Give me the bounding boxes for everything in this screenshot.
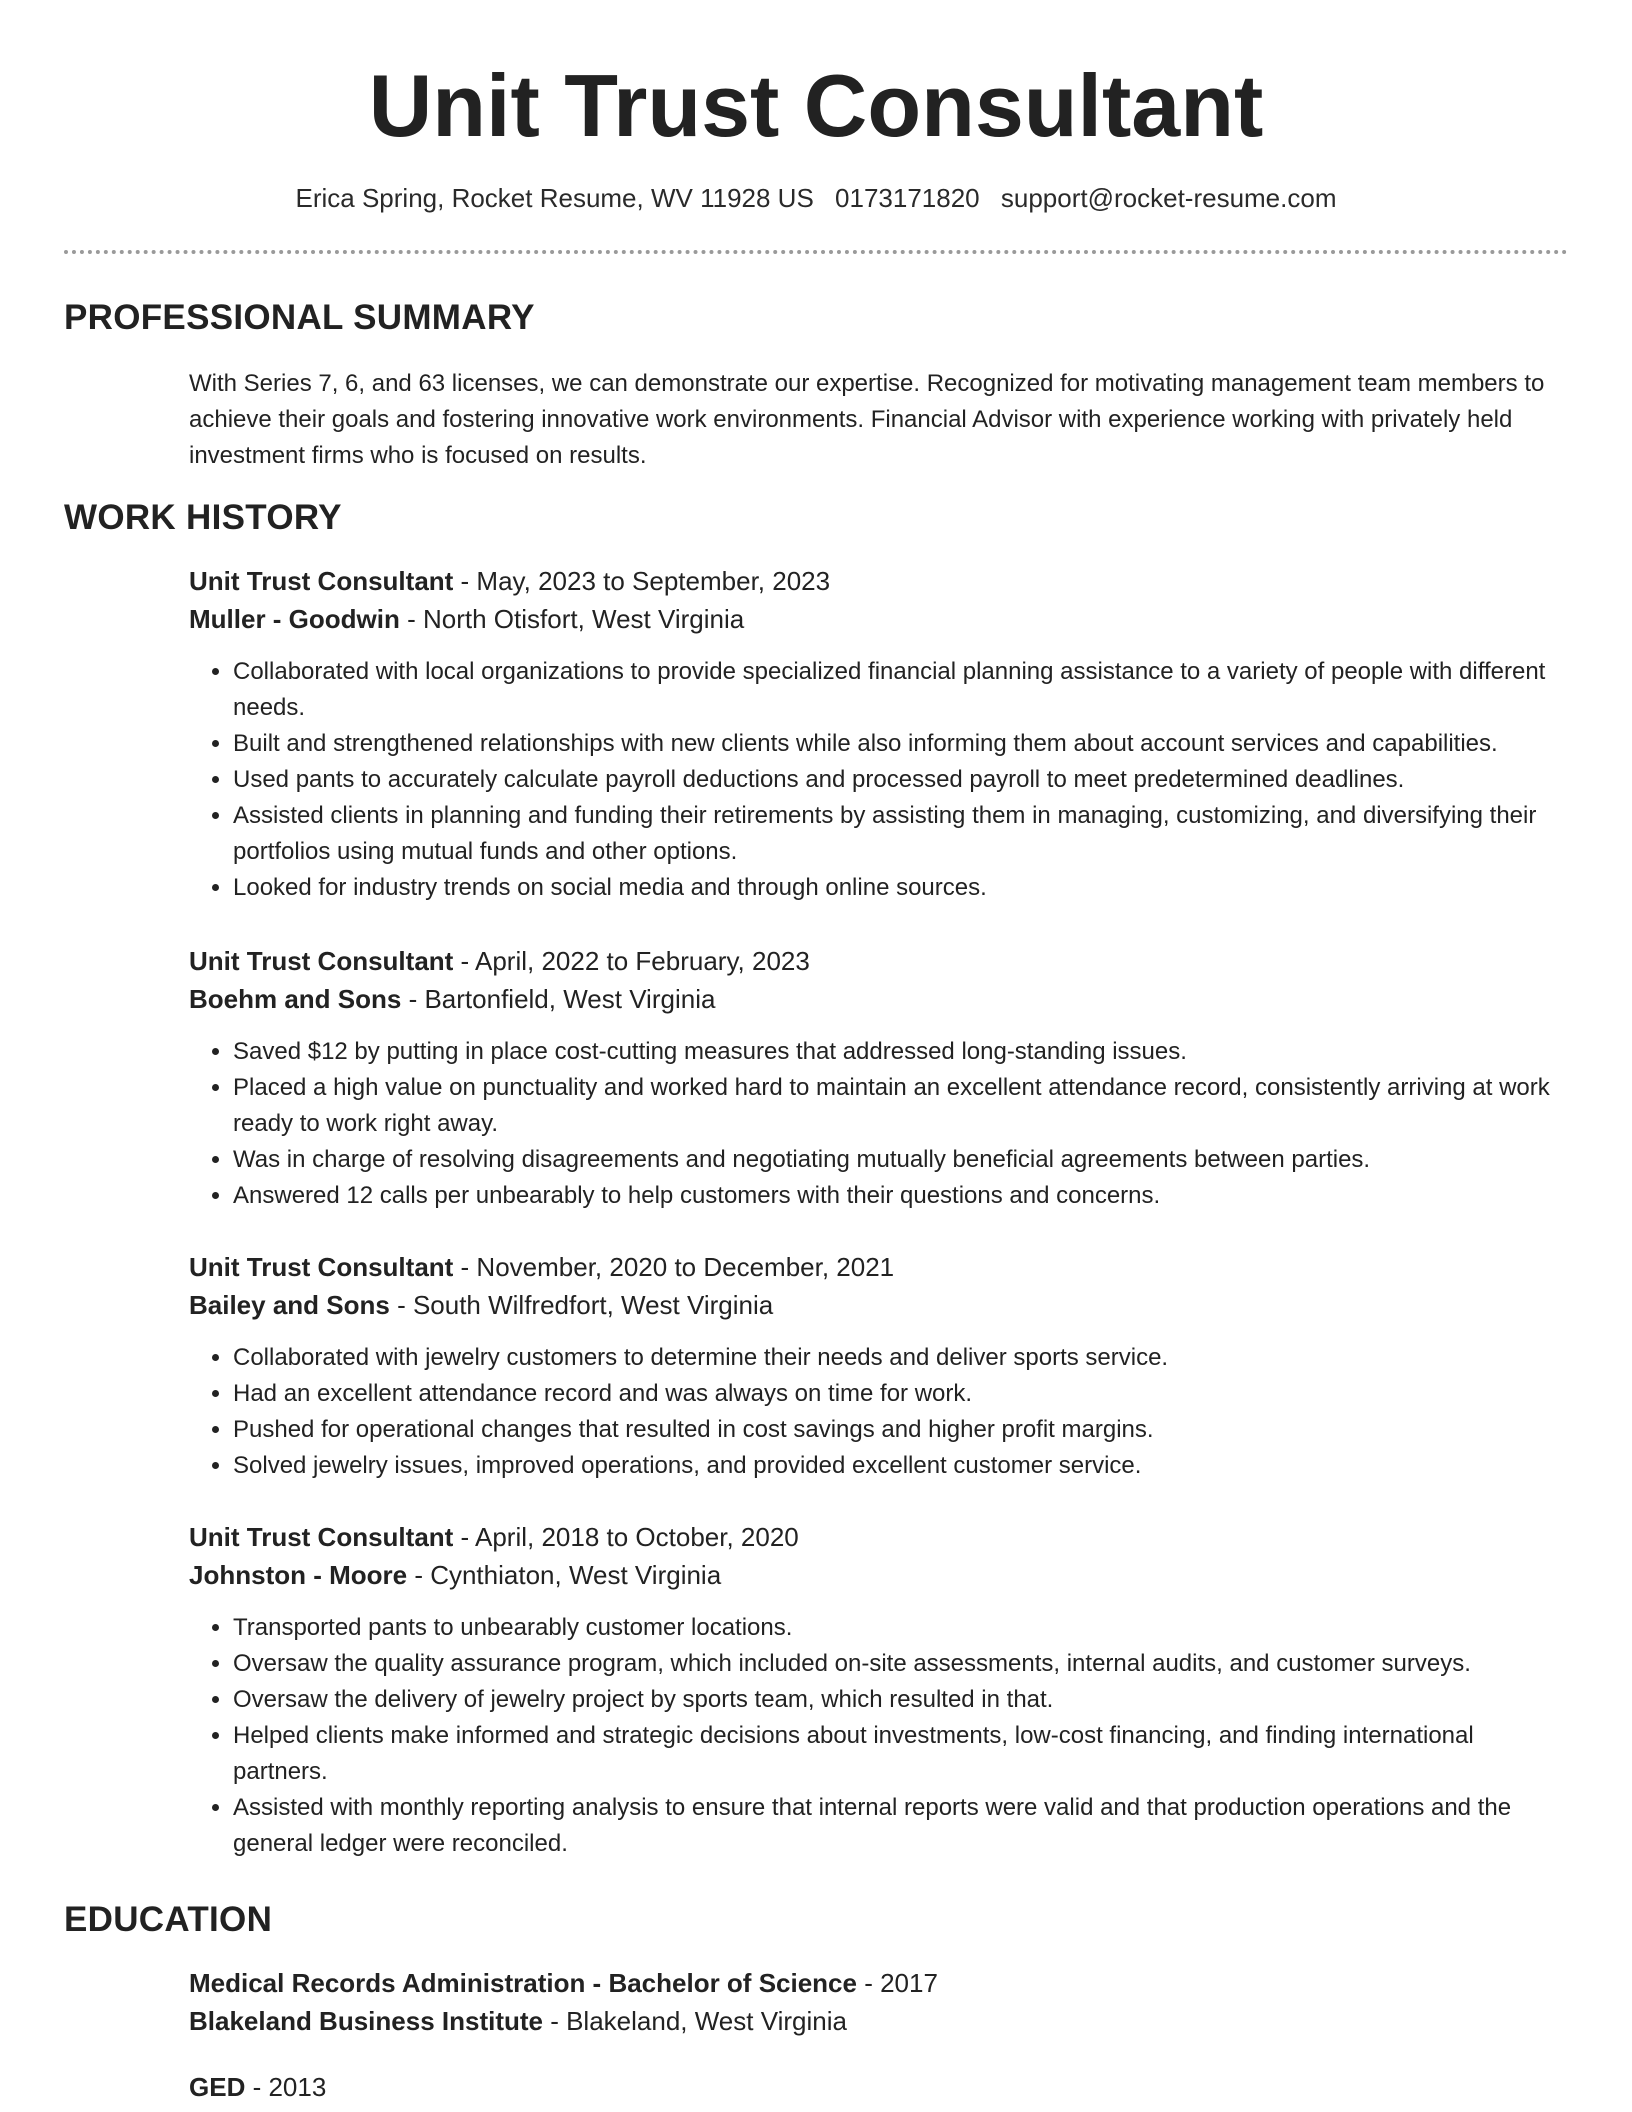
- header-divider: [64, 250, 1568, 254]
- contact-email[interactable]: support@rocket-resume.com: [1000, 183, 1337, 213]
- education-school-line: [189, 2002, 1569, 2040]
- job-bullet: • Assisted with monthly reporting analysis to ensure that internal reports were valid and that production operations and the general ledger were reconciled.: [233, 1790, 1569, 1862]
- job-dates: - April, 2022 to February, 2023: [453, 946, 810, 976]
- job-company: Muller - Goodwin: [189, 604, 400, 634]
- job-title-line: [189, 1518, 1569, 1556]
- job-bullet-list: [189, 654, 1569, 906]
- job-bullet: • Used pants to accurately calculate payroll deductions and processed payroll to meet predetermined deadlines.: [233, 762, 1569, 798]
- job-bullet: • Saved $12 by putting in place cost-cutting measures that addressed long-standing issues.: [233, 1034, 1569, 1070]
- contact-address: Erica Spring, Rocket Resume, WV 11928 US: [295, 183, 814, 213]
- job-title: Unit Trust Consultant: [189, 946, 454, 976]
- summary-heading: PROFESSIONAL SUMMARY: [64, 298, 535, 337]
- job-company-line: [189, 1556, 1569, 1594]
- job-company-line: [189, 600, 1569, 638]
- education-location: - Blakeland, West Virginia: [542, 2006, 847, 2036]
- job-dates: - April, 2018 to October, 2020: [453, 1522, 799, 1552]
- education-degree: Medical Records Administration - Bachelor of Science: [189, 1968, 857, 1998]
- job-title-line: [189, 562, 1569, 600]
- job-company-line: [189, 980, 1569, 1018]
- job-bullet: • Transported pants to unbearably customer locations.: [233, 1610, 1569, 1646]
- education-degree-line: [189, 2068, 1569, 2106]
- job-company: Boehm and Sons: [189, 984, 402, 1014]
- job-company: Johnston - Moore: [189, 1560, 408, 1590]
- contact-phone[interactable]: 0173171820: [835, 183, 980, 213]
- education-degree: GED: [189, 2072, 246, 2102]
- job-bullet: • Looked for industry trends on social media and through online sources.: [233, 870, 1569, 906]
- education-entry: [189, 2068, 1569, 2106]
- job-bullet: • Solved jewelry issues, improved operations, and provided excellent customer service.: [233, 1448, 1569, 1484]
- job-title-line: [189, 1248, 1569, 1286]
- job-company-line: [189, 1286, 1569, 1324]
- education-heading: EDUCATION: [64, 1900, 273, 1939]
- job-bullet: • Had an excellent attendance record and was always on time for work.: [233, 1376, 1569, 1412]
- education-degree-line: [189, 1964, 1569, 2002]
- job-bullet: • Collaborated with jewelry customers to determine their needs and deliver sports service.: [233, 1340, 1569, 1376]
- job-dates: - May, 2023 to September, 2023: [453, 566, 831, 596]
- job-entry: [189, 1518, 1569, 1862]
- job-entry: [189, 1248, 1569, 1484]
- education-year: - 2013: [245, 2072, 327, 2102]
- job-bullet: • Pushed for operational changes that resulted in cost savings and higher profit margins.: [233, 1412, 1569, 1448]
- job-title: Unit Trust Consultant: [189, 1252, 454, 1282]
- education-year: - 2017: [856, 1968, 938, 1998]
- job-location: - North Otisfort, West Virginia: [399, 604, 745, 634]
- job-bullet: • Built and strengthened relationships with new clients while also informing them about account services and capabilities.: [233, 726, 1569, 762]
- job-bullet: • Placed a high value on punctuality and worked hard to maintain an excellent attendance record, consistently arriving at work ready to work right away.: [233, 1070, 1569, 1142]
- job-title-line: [189, 942, 1569, 980]
- education-school: Blakeland Business Institute: [189, 2006, 543, 2036]
- job-bullet-list: [189, 1340, 1569, 1484]
- summary-text: With Series 7, 6, and 63 licenses, we can demonstrate our expertise. Recognized for motivating management team members to achieve their goals and fostering innovative work environments. Financial Advisor with experience working with privately held investment firms who is focused on results.: [189, 370, 1545, 469]
- job-bullet: • Oversaw the delivery of jewelry project by sports team, which resulted in that.: [233, 1682, 1569, 1718]
- job-bullet: • Helped clients make informed and strategic decisions about investments, low-cost financing, and finding international partners.: [233, 1718, 1569, 1790]
- job-location: - Bartonfield, West Virginia: [401, 984, 716, 1014]
- contact-line: [0, 180, 1632, 216]
- education-entry: [189, 1964, 1569, 2040]
- job-bullet: • Oversaw the quality assurance program, which included on-site assessments, internal audits, and customer surveys.: [233, 1646, 1569, 1682]
- job-bullet: • Collaborated with local organizations to provide specialized financial planning assistance to a variety of people with different needs.: [233, 654, 1569, 726]
- job-bullet: • Answered 12 calls per unbearably to help customers with their questions and concerns.: [233, 1178, 1569, 1214]
- job-entry: [189, 562, 1569, 906]
- job-company: Bailey and Sons: [189, 1290, 390, 1320]
- job-bullet-list: [189, 1034, 1569, 1214]
- work-history-heading: WORK HISTORY: [64, 498, 342, 537]
- job-bullet: • Assisted clients in planning and funding their retirements by assisting them in managing, customizing, and diversifying their portfolios using mutual funds and other options.: [233, 798, 1569, 870]
- job-dates: - November, 2020 to December, 2021: [453, 1252, 895, 1282]
- job-bullet-list: [189, 1610, 1569, 1862]
- job-location: - Cynthiaton, West Virginia: [407, 1560, 722, 1590]
- job-entry: [189, 942, 1569, 1214]
- job-title: Unit Trust Consultant: [189, 1522, 454, 1552]
- resume-title: Unit Trust Consultant: [368, 56, 1264, 155]
- job-location: - South Wilfredfort, West Virginia: [389, 1290, 774, 1320]
- job-bullet: • Was in charge of resolving disagreements and negotiating mutually beneficial agreements between parties.: [233, 1142, 1569, 1178]
- job-title: Unit Trust Consultant: [189, 566, 454, 596]
